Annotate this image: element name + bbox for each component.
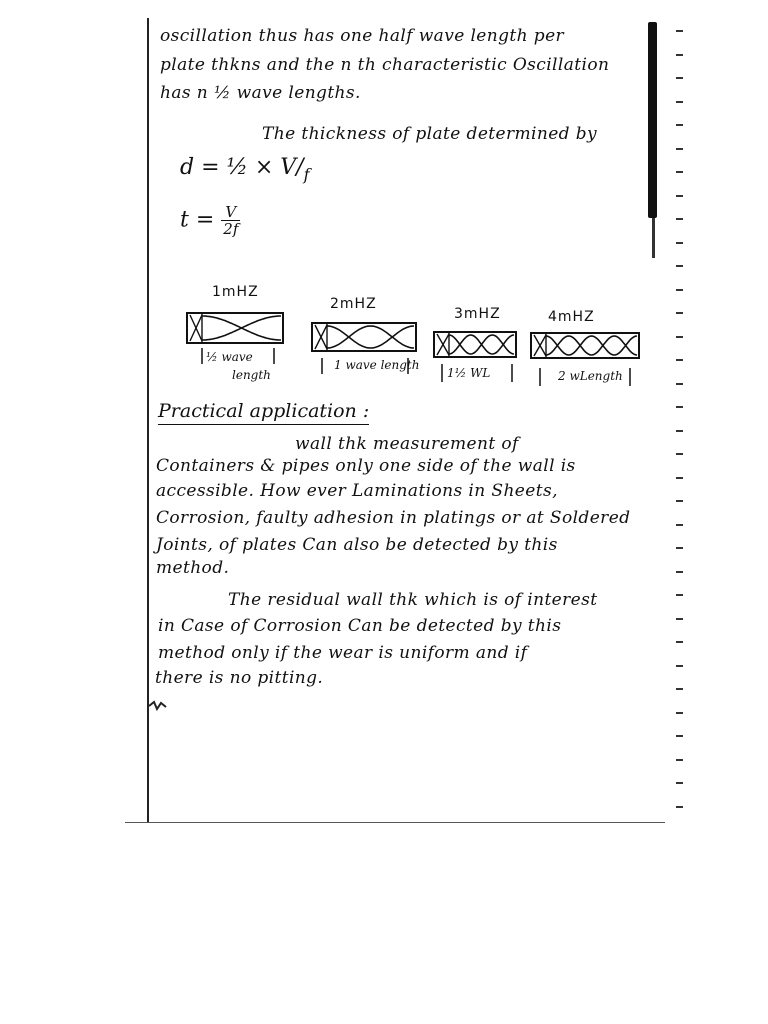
perforation-tick (676, 759, 683, 761)
perforation-tick (676, 30, 683, 32)
text-line: Corrosion, faulty adhesion in platings or at Soldered (156, 508, 631, 528)
wavelength-label: ½ wave (206, 350, 253, 364)
perforation-tick (676, 54, 683, 56)
text-line: in Case of Corrosion Can be detected by this (158, 616, 562, 636)
text-line: has n ½ wave lengths. (160, 83, 361, 103)
ink-smudge (148, 700, 168, 712)
perforation-tick (676, 77, 683, 79)
perforation-marks (676, 30, 688, 820)
perforation-tick (676, 735, 683, 737)
text-line: wall thk measurement of (295, 434, 519, 454)
perforation-tick (676, 148, 683, 150)
perforation-tick (676, 594, 683, 596)
text-line: The thickness of plate determined by (262, 124, 598, 144)
perforation-tick (676, 641, 683, 643)
perforation-tick (676, 688, 683, 690)
wavelength-label: 1½ WL (447, 366, 491, 380)
freq-label: 3mHZ (454, 306, 501, 322)
formula-t-den: 2f (223, 220, 239, 238)
perforation-tick (676, 406, 683, 408)
formula-d-lhs: d = ½ × V (180, 155, 297, 180)
perforation-tick (676, 712, 683, 714)
perforation-tick (676, 453, 683, 455)
formula-d-denom: f (303, 165, 310, 184)
perforation-tick (676, 618, 683, 620)
perforation-tick (676, 806, 683, 808)
perforation-tick (676, 547, 683, 549)
perforation-tick (676, 265, 683, 267)
formula-t-lhs: t = (180, 207, 215, 233)
text-line: there is no pitting. (155, 668, 324, 688)
formula-t (180, 204, 240, 237)
binder-edge-lower (652, 218, 655, 258)
text-line: method. (156, 558, 230, 578)
perforation-tick (676, 782, 683, 784)
section-heading-text: Practical application : (158, 400, 370, 422)
freq-label: 4mHZ (548, 309, 595, 325)
perforation-tick (676, 289, 683, 291)
perforation-tick (676, 500, 683, 502)
perforation-tick (676, 312, 683, 314)
text-line: plate thkns and the n th characteristic Oscillation (160, 55, 610, 75)
freq-label: 1mHZ (212, 284, 259, 300)
perforation-tick (676, 359, 683, 361)
perforation-tick (676, 195, 683, 197)
perforation-tick (676, 477, 683, 479)
perforation-tick (676, 524, 683, 526)
perforation-tick (676, 101, 683, 103)
text-line: method only if the wear is uniform and if (158, 643, 528, 663)
perforation-tick (676, 430, 683, 432)
text-line: The residual wall thk which is of interest (228, 590, 598, 610)
wavelength-label: 2 wLength (558, 369, 623, 383)
formula-d: d = ½ × $V/_f$ (180, 155, 310, 184)
freq-label: 2mHZ (330, 296, 377, 312)
wavelength-label: 1 wave length (334, 358, 420, 372)
standing-wave-curve (202, 316, 281, 340)
heading-underline (158, 424, 369, 426)
text-line: accessible. How ever Laminations in Sheets, (156, 481, 558, 501)
perforation-tick (676, 571, 683, 573)
binder-edge (648, 22, 657, 218)
perforation-tick (676, 665, 683, 667)
formula-t-num: V (221, 204, 240, 221)
perforation-tick (676, 171, 683, 173)
section-heading (158, 400, 369, 422)
perforation-tick (676, 218, 683, 220)
perforation-tick (676, 336, 683, 338)
perforation-tick (676, 242, 683, 244)
plate-diagram-1 (186, 312, 284, 344)
formula-t-fraction (221, 204, 240, 237)
text-line: Containers & pipes only one side of the wall is (156, 456, 576, 476)
bottom-rule (125, 822, 665, 823)
wavelength-label: length (232, 368, 271, 382)
perforation-tick (676, 124, 683, 126)
dimension-brackets (196, 344, 646, 388)
text-line: oscillation thus has one half wave length per (160, 26, 565, 46)
perforation-tick (676, 383, 683, 385)
text-line: Joints, of plates Can also be detected by this (156, 535, 558, 555)
